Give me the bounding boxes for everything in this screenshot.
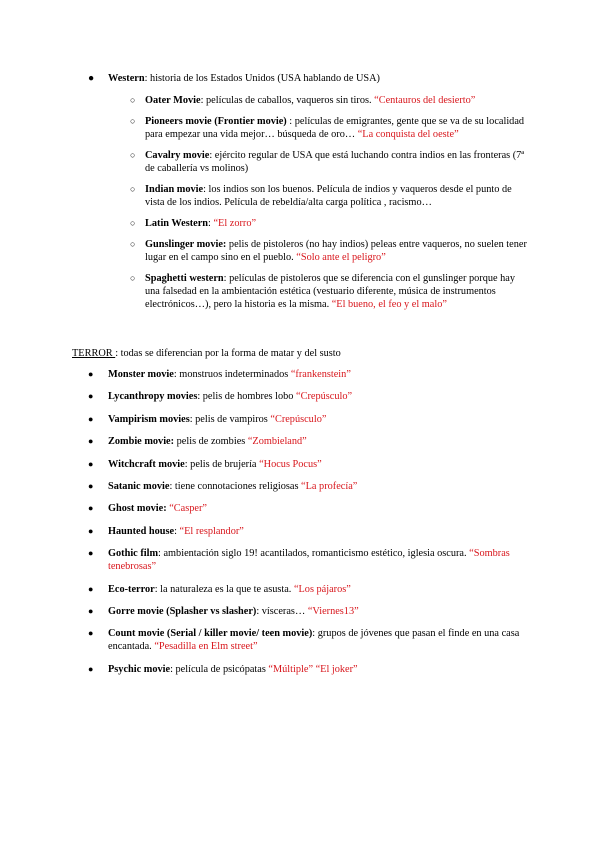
subgenre-desc: pelis de pistoleros (no hay indios) peleas entre vaqueros, no suelen tener lugar en el campo sino en el pueblo. [145, 239, 527, 263]
subgenre-item [108, 149, 528, 175]
bullet-icon: ● [88, 413, 94, 424]
terror-desc: : [174, 525, 180, 537]
bullet-icon: ● [88, 605, 94, 616]
terror-desc: : ambientación siglo 19! acantilados, romanticismo estético, iglesia oscura. [158, 548, 470, 560]
terror-term: Lycanthropy movies [108, 391, 198, 403]
terror-term: Satanic movie [108, 480, 170, 492]
subgenre-term: Spaghetti western [145, 273, 224, 284]
bullet-icon: ● [88, 458, 94, 469]
subgenre-term: Pioneers movie (Frontier movie) [145, 116, 287, 127]
subgenre-desc: : ejército regular de USA que está luchando contra indios en las fronteras (7ª de caballería vs molinos) [145, 150, 525, 174]
terror-item [88, 525, 528, 538]
terror-example: “Múltiple” “El joker” [268, 663, 358, 675]
terror-example: “Los pájaros” [293, 583, 351, 595]
terror-item [88, 583, 528, 596]
subgenre-term: Gunslinger movie: [145, 239, 227, 250]
subgenre-item [108, 115, 528, 141]
subgenre-term: Indian movie [145, 184, 204, 195]
terror-term: Vampirism movies [108, 413, 190, 425]
terror-example: “Casper” [169, 503, 207, 515]
terror-term: Witchcraft movie [108, 458, 185, 470]
terror-item [88, 390, 528, 403]
terror-item [88, 435, 528, 448]
bullet-icon: ● [88, 548, 94, 559]
subgenre-item [108, 94, 528, 107]
subgenre-desc: : [208, 218, 214, 229]
subgenre-item [108, 217, 528, 230]
circle-bullet-icon: ○ [130, 239, 136, 249]
circle-bullet-icon: ○ [130, 150, 136, 160]
bullet-icon: ● [88, 503, 94, 514]
subgenre-example: “La conquista del oeste” [357, 129, 459, 140]
terror-desc: : tiene connotaciones religiosas [169, 480, 302, 492]
terror-item [88, 605, 528, 618]
terror-example: “frankenstein” [290, 369, 351, 380]
terror-example: “Viernes13” [307, 605, 359, 617]
bullet-icon: ● [88, 436, 94, 447]
terror-term: Haunted house [108, 525, 175, 537]
bullet-icon: ● [88, 480, 94, 491]
circle-bullet-icon: ○ [130, 273, 136, 283]
terror-item [88, 458, 528, 471]
subgenre-desc: : películas de pistoleros que se diferencia con el gunslinger porque hay una falsedad en la ambientación estética (vestuario diferente, música de instrumentos electrónicos…), pero la historia es la misma. [145, 273, 516, 310]
western-subgenre-list [108, 94, 528, 311]
western-desc: : historia de los Estados Unidos (USA hablando de USA) [144, 73, 380, 84]
terror-desc: : la naturaleza es la que te asusta. [154, 583, 294, 595]
bullet-icon: ● [88, 369, 94, 379]
terror-heading-desc: : todas se diferencian por la forma de matar y del susto [115, 348, 341, 359]
terror-desc: pelis de zombies [174, 436, 248, 448]
terror-desc: : película de psicópatas [170, 663, 269, 675]
terror-title: TERROR [72, 348, 116, 359]
terror-term: Ghost movie: [108, 503, 167, 515]
terror-example: “Hocus Pocus” [259, 458, 322, 470]
terror-item [88, 480, 528, 493]
subgenre-desc: : los indios son los buenos. Película de indios y vaqueros desde el punto de vista de los indios. Película de rebeldía/alta carga política , racismo… [145, 184, 512, 208]
terror-example: “Pesadilla en Elm street” [154, 641, 258, 653]
terror-term: Eco-terror [108, 583, 155, 595]
western-term: Western [108, 73, 145, 84]
terror-example: “Sombras tenebrosas” [108, 548, 510, 573]
bullet-icon: ● [88, 583, 94, 594]
terror-term: Count movie (Serial / killer movie/ teen movie) [108, 628, 313, 640]
terror-example: “Crepúsculo” [296, 391, 353, 403]
terror-example: “La profecía” [301, 480, 358, 492]
subgenre-item [108, 183, 528, 209]
bullet-icon: ● [88, 391, 94, 402]
terror-item [88, 502, 528, 515]
terror-desc: : grupos de jóvenes que pasan el finde en una casa encantada. [108, 628, 520, 653]
subgenre-example: “Centauros del desierto” [374, 95, 476, 106]
circle-bullet-icon: ○ [130, 116, 136, 126]
subgenre-desc: : películas de emigrantes, gente que se va de su localidad para empezar una vida mejor… búsqueda de oro… [145, 116, 525, 140]
terror-item [88, 627, 528, 653]
terror-list [88, 368, 528, 685]
terror-heading [72, 347, 341, 360]
terror-desc: : pelis de vampiros [189, 413, 271, 425]
terror-desc: : monstruos indeterminados [173, 369, 291, 380]
subgenre-example: “El zorro” [213, 218, 257, 229]
terror-desc: : pelis de brujería [184, 458, 260, 470]
subgenre-desc: : películas de caballos, vaqueros sin tiros. [200, 95, 375, 106]
terror-example: “Zombieland” [247, 436, 307, 448]
terror-term: Monster movie [108, 369, 174, 380]
western-item [88, 72, 528, 311]
subgenre-example: “Solo ante el peligro” [296, 252, 386, 263]
circle-bullet-icon: ○ [130, 218, 136, 228]
terror-item [88, 663, 528, 676]
terror-term: Gorre movie (Splasher vs slasher) [108, 605, 257, 617]
subgenre-term: Oater Movie [145, 95, 201, 106]
terror-example: “Crepúsculo” [270, 413, 327, 425]
terror-example: “El resplandor” [179, 525, 244, 537]
terror-desc: : vísceras… [256, 605, 308, 617]
terror-term: Zombie movie: [108, 436, 175, 448]
subgenre-term: Latin Western [145, 218, 209, 229]
circle-bullet-icon: ○ [130, 95, 136, 105]
subgenre-term: Cavalry movie [145, 150, 210, 161]
terror-term: Gothic film [108, 548, 159, 560]
bullet-icon: ● [88, 73, 95, 84]
bullet-icon: ● [88, 663, 94, 674]
terror-item [88, 368, 528, 381]
western-list [88, 72, 528, 319]
subgenre-item [108, 272, 528, 311]
bullet-icon: ● [88, 525, 94, 536]
terror-term: Psychic movie [108, 663, 171, 675]
terror-item [88, 413, 528, 426]
bullet-icon: ● [88, 628, 94, 639]
circle-bullet-icon: ○ [130, 184, 136, 194]
subgenre-example: “El bueno, el feo y el malo” [331, 299, 447, 310]
terror-item [88, 547, 528, 573]
terror-desc: : pelis de hombres lobo [197, 391, 297, 403]
subgenre-item [108, 238, 528, 264]
